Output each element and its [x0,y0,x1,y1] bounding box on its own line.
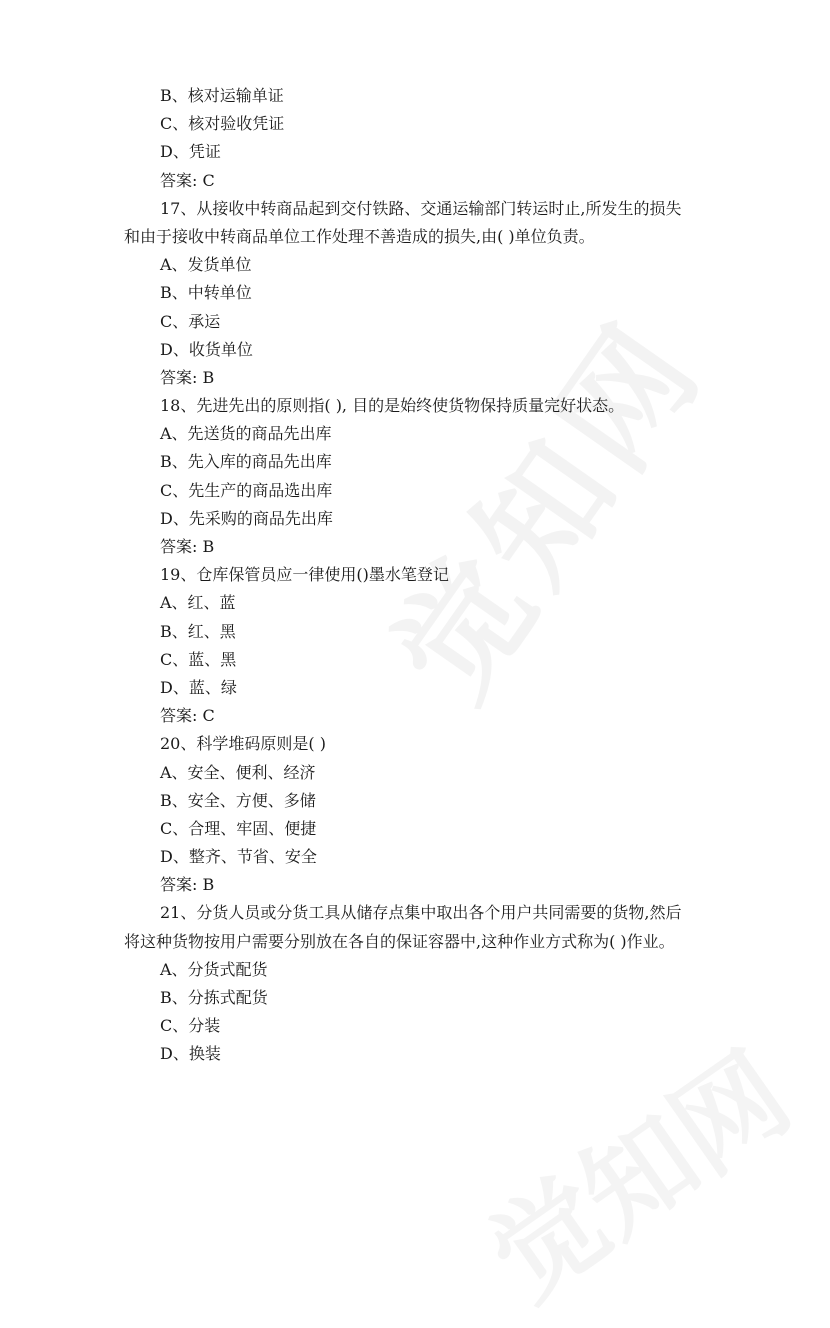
answer-line: 答案: B [160,875,215,895]
option-line: C、核对验收凭证 [160,114,285,134]
option-line: B、红、黑 [160,621,236,641]
option-line: C、承运 [160,311,221,331]
option-line: B、中转单位 [160,283,252,303]
option-line: A、发货单位 [160,255,252,275]
option-line: D、整齐、节省、安全 [160,847,317,867]
question-17-line-2: 和由于接收中转商品单位工作处理不善造成的损失,由( )单位负责。 [124,226,595,246]
question-19-line-1: 19、仓库保管员应一律使用()墨水笔登记 [160,565,449,585]
answer-line: 答案: B [160,537,215,556]
option-line: D、先采购的商品先出库 [160,508,333,528]
option-line: A、红、蓝 [160,593,236,613]
question-21-line-2: 将这种货物按用户需要分别放在各自的保证容器中,这种作业方式称为( )作业。 [124,931,675,951]
option-line: C、分装 [160,1016,221,1036]
question-18-line-1: 18、先进先出的原则指( ), 目的是始终使货物保持质量完好状态。 [160,396,625,416]
option-line: A、安全、便利、经济 [160,762,316,782]
option-line: A、先送货的商品先出库 [160,424,332,444]
option-line: D、蓝、绿 [160,677,237,697]
answer-line: 答案: B [160,367,215,387]
option-line: C、合理、牢固、便捷 [160,818,317,838]
document-body [124,82,760,1069]
question-17-line-1: 17、从接收中转商品起到交付铁路、交通运输部门转运时止,所发生的损失 [160,198,682,218]
option-line: B、核对运输单证 [160,86,284,105]
option-line: D、收货单位 [160,339,253,359]
option-line: C、蓝、黑 [160,649,237,669]
option-line: B、先入库的商品先出库 [160,452,332,472]
option-line: B、分拣式配货 [160,988,268,1007]
question-21-line-1: 21、分货人员或分货工具从储存点集中取出各个用户共同需要的货物,然后 [160,903,682,923]
answer-line: 答案: C [160,170,215,190]
option-line: D、凭证 [160,142,221,162]
answer-line: 答案: C [160,706,215,726]
option-line: A、分货式配货 [160,959,268,979]
option-line: D、换装 [160,1044,221,1064]
question-20-line-1: 20、科学堆码原则是( ) [160,734,326,754]
option-line: C、先生产的商品选出库 [160,480,333,500]
option-line: B、安全、方便、多储 [160,790,316,810]
